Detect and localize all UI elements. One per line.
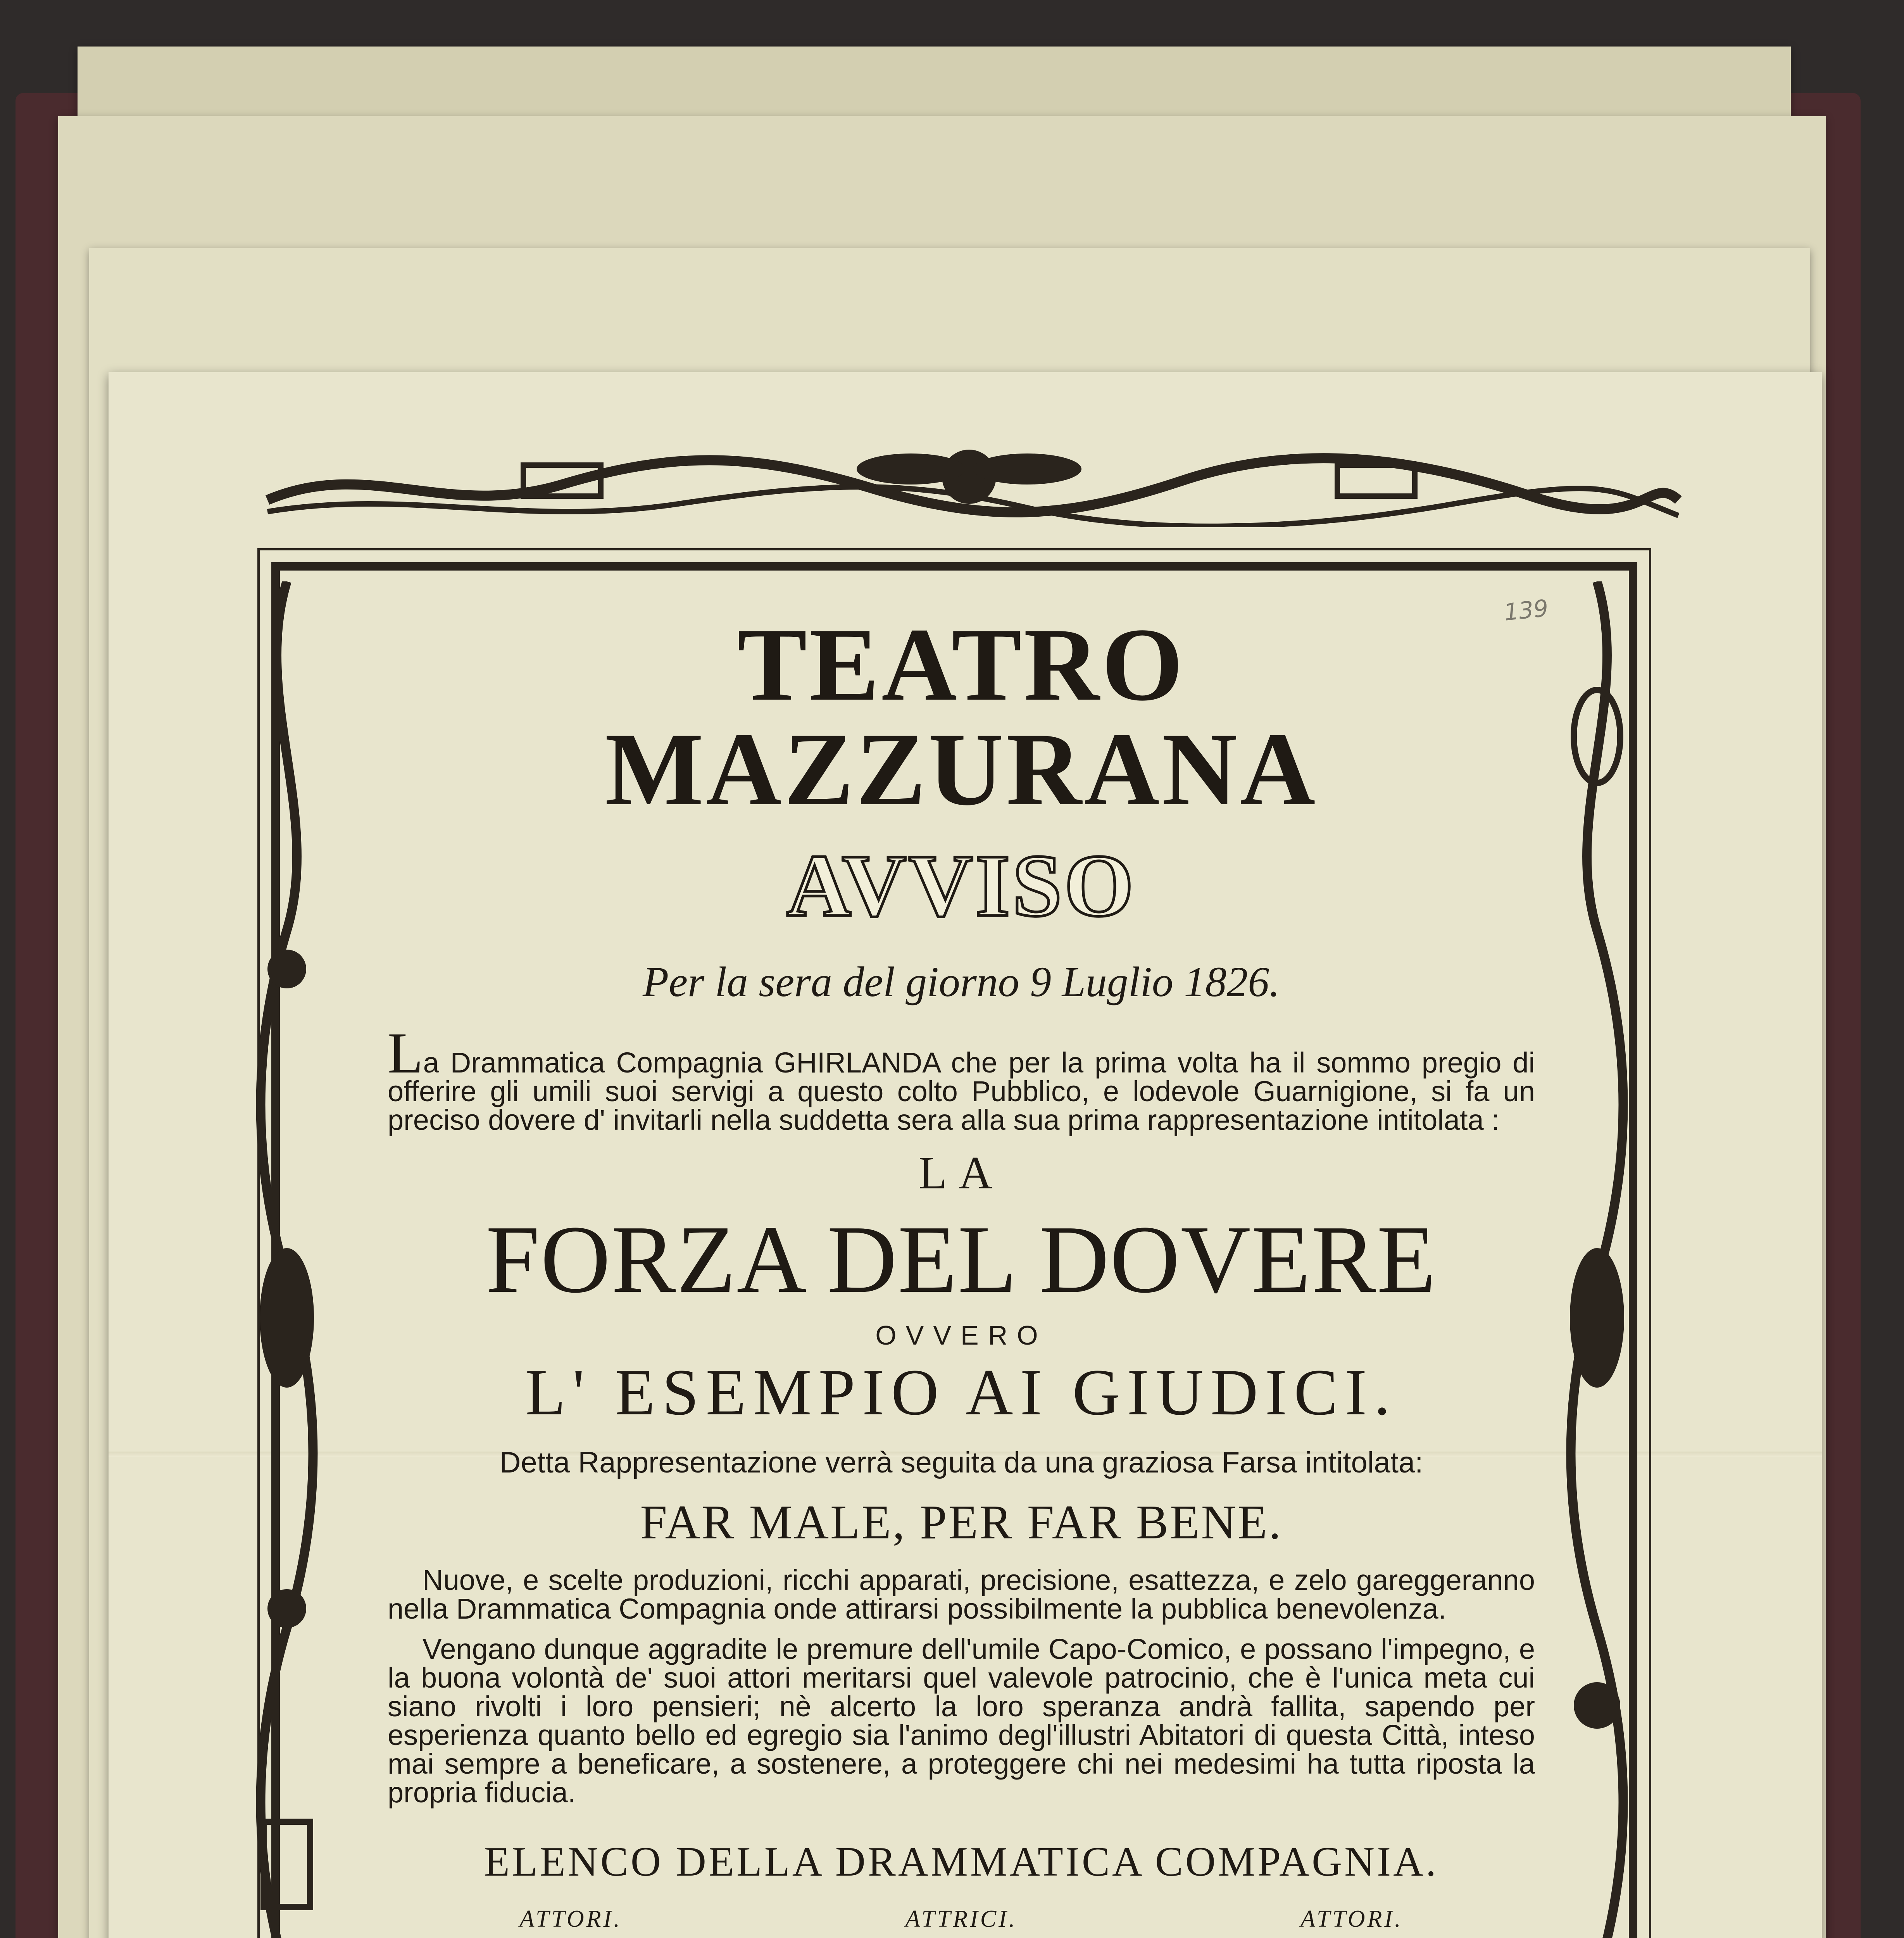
page-number-note: 139 (1502, 595, 1550, 626)
ornament-top-garland-icon (252, 442, 1686, 527)
column-heading: ATTORI. (1300, 1906, 1403, 1932)
ornament-left-column-icon (244, 581, 329, 1938)
paragraph-productions: Nuove, e scelte produzioni, ricchi apparati, precisione, esattezza, e zelo gareggeranno nella Drammatica Compagnia onde attirarsi possibilmente la pubblica benevolenza. (388, 1564, 1535, 1625)
performance-date: Per la sera del giorno 9 Luglio 1826. (643, 958, 1280, 1005)
column-heading: ATTORI. (519, 1906, 622, 1932)
company-column-actresses (786, 1905, 1137, 1938)
theatre-name: TEATRO MAZZURANA (605, 607, 1318, 827)
paragraph-appeal: Vengano dunque aggradite le premure dell'umile Capo-Comico, e possano l'impegno, e la buona volontà de' suoi attori meritarsi quel valevole patrocinio, che è l'unica meta cui siano rivolti i loro pensieri; nè alcerto la loro speranza andrà fallita, sapendo per esperienza quanto bello ed egregio sia l'animo degl'illustri Abitatori di questa Città, inteso mai sempre a beneficare, a sostenere, a proteggere chi nei medesimi ha tutta riposta la propria fiducia. (388, 1633, 1535, 1809)
play-or: OVVERO (875, 1320, 1047, 1350)
company-column-actors-1 (395, 1905, 746, 1938)
company-column-actors-2 (1176, 1905, 1527, 1938)
company-list-title: ELENCO DELLA DRAMMATICA COMPAGNIA. (484, 1839, 1439, 1885)
column-heading: ATTRICI. (905, 1906, 1018, 1932)
intro-text: a Drammatica Compagnia GHIRLANDA che per la prima volta ha il sommo pregio di offerire gli umili suoi servigi a questo colto Pubblico, e lodevole Guarnigione, si fa un preciso dovere d' invitarli nella suddetta sera alla sua prima rappresentazione intitolata : (388, 1047, 1535, 1136)
farce-title: FAR MALE, PER FAR BENE. (640, 1496, 1283, 1549)
playbill-content (388, 607, 1535, 1938)
notice-heading: AVVISO (786, 836, 1136, 935)
farce-intro: Detta Rappresentazione verrà seguita da una graziosa Farsa intitolata: (499, 1446, 1423, 1479)
ornament-right-column-icon (1554, 581, 1640, 1938)
intro-paragraph (388, 1021, 1535, 1136)
play-article: LA (919, 1147, 1004, 1198)
intro-drop-cap: L (388, 1021, 423, 1085)
company-columns (388, 1905, 1535, 1938)
play-subtitle: L' ESEMPIO AI GIUDICI. (525, 1356, 1397, 1429)
play-title: FORZA DEL DOVERE (486, 1206, 1437, 1313)
